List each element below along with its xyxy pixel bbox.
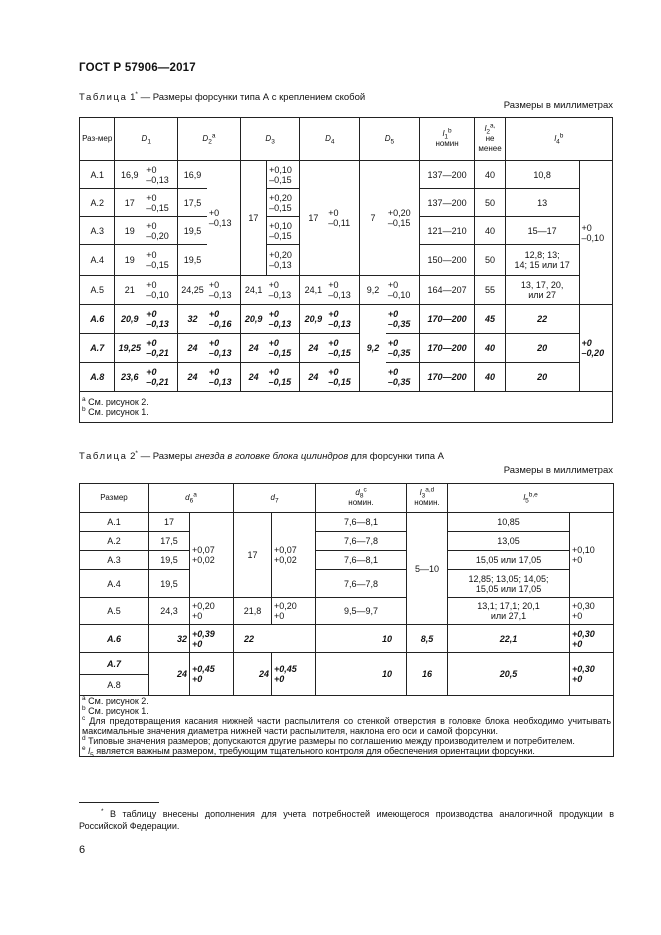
cell-d1-tol: +0 –0,13	[144, 161, 177, 189]
cell-d3-tol: +0,10 –0,15	[267, 217, 300, 245]
cell-d4-merged: 17	[300, 161, 326, 276]
cell-d7-tol: +0,20 +0	[272, 598, 316, 625]
cell-d7-merged: 24	[234, 653, 272, 696]
cell-size: А.4	[80, 245, 115, 276]
table2-units: Размеры в миллиметрах	[503, 465, 613, 476]
cell-d3: 24,1	[240, 276, 266, 305]
cell-d5-tol: +0 –0,35	[386, 363, 419, 392]
cell-d1: 19	[115, 245, 144, 276]
cell-l5-tol: +0,30 +0	[570, 598, 614, 625]
cell-d3-tol: +0,10 –0,15	[267, 161, 300, 189]
table1-header-d2: $D_2^a$	[178, 118, 241, 161]
cell-size: А.8	[80, 363, 115, 392]
cell-d4-tol: +0 –0,13	[326, 305, 359, 334]
cell-d1-tol: +0 –0,13	[144, 305, 177, 334]
cell-d1-tol: +0 –0,21	[144, 363, 177, 392]
cell-d7-tol-merged: +0,45 +0	[272, 653, 316, 696]
table1-header-l4: $l_4^b$	[505, 118, 612, 161]
cell-l2: 45	[475, 305, 505, 334]
cell-d5-tol: +0 –0,35	[386, 334, 419, 363]
cell-l3-merged: 5—10	[407, 513, 448, 625]
cell-l1: 170—200	[419, 334, 475, 363]
cell-d4-tol-merged: +0 –0,11	[326, 161, 359, 276]
table1-header-d3: $D_3$	[240, 118, 300, 161]
table2-note-d: $^d$ Типовые значения размеров; допускаются другие размеры по соглашению между производителем и потребителем.	[82, 735, 575, 746]
table2-caption	[79, 451, 444, 462]
cell-d2: 32	[178, 305, 207, 334]
cell-l5: 15,05 или 17,05	[448, 551, 570, 570]
cell-l2: 40	[475, 217, 505, 245]
cell-l4: 12,8; 13; 14; 15 или 17	[505, 245, 579, 276]
table2-row	[80, 551, 614, 570]
table2-note-e: $^e$ $l_5$ является важным размером, требующим тщательного контроля для обеспечения ориентации форсунки.	[82, 745, 535, 759]
table1-notes	[80, 392, 613, 423]
cell-d3-tol: +0,20 –0,15	[267, 189, 300, 217]
table1-header-d1: $D_1$	[115, 118, 178, 161]
table1-notes-row	[80, 392, 613, 423]
cell-d6-tol-merged: +0,07 +0,02	[190, 513, 234, 598]
table1-units: Размеры в миллиметрах	[503, 100, 613, 111]
cell-d1: 16,9	[115, 161, 144, 189]
cell-l4-tol-merged: +0 –0,10	[579, 161, 612, 305]
table1-row	[80, 161, 613, 189]
cell-d5-tol: +0 –0,35	[386, 305, 419, 334]
table1-row	[80, 334, 613, 363]
cell-l4: 13	[505, 189, 579, 217]
cell-d1: 20,9	[115, 305, 144, 334]
cell-l2: 55	[475, 276, 505, 305]
table2-header-row	[80, 484, 614, 513]
cell-size: А.1	[80, 513, 149, 532]
cell-d6-tol: +0,20 +0	[190, 598, 234, 625]
cell-l4: 20	[505, 334, 579, 363]
cell-d2: 24	[178, 363, 207, 392]
table1-header-l2: $l_2^{a,}$ не менее	[475, 118, 505, 161]
table2-notes	[80, 696, 614, 757]
table1-row	[80, 363, 613, 392]
cell-l2: 50	[475, 189, 505, 217]
cell-d1-tol: +0 –0,15	[144, 189, 177, 217]
cell-size: А.3	[80, 551, 149, 570]
cell-d3: 24	[240, 334, 266, 363]
cell-l1: 150—200	[419, 245, 475, 276]
table2-row	[80, 625, 614, 653]
cell-d5: 9,2	[360, 276, 386, 305]
cell-d8: 7,6—8,1	[316, 551, 407, 570]
cell-d1: 19	[115, 217, 144, 245]
cell-size: А.5	[80, 276, 115, 305]
table2-header-d8: $d_8^c$ номин.	[316, 484, 407, 513]
table1-note-a: $^a$ См. рисунок 2.	[82, 396, 149, 407]
cell-d6-tol: +0,39 +0	[190, 625, 234, 653]
cell-d5-merged: 9,2	[360, 305, 386, 392]
cell-d7: 22	[234, 625, 316, 653]
cell-d3-tol: +0 –0,13	[267, 305, 300, 334]
table1-header-row	[80, 118, 613, 161]
cell-d3-tol: +0 –0,15	[267, 363, 300, 392]
cell-d4-tol: +0 –0,15	[326, 334, 359, 363]
table1-caption-number: 1*	[130, 90, 138, 103]
cell-d2: 24	[178, 334, 207, 363]
cell-l2: 40	[475, 334, 505, 363]
table2-header-d6: $d_6^a$	[149, 484, 234, 513]
cell-l4: 15—17	[505, 217, 579, 245]
table2-row	[80, 570, 614, 598]
cell-l5-tol-merged: +0,10 +0	[570, 513, 614, 598]
cell-d1: 23,6	[115, 363, 144, 392]
cell-d8: 7,6—7,8	[316, 570, 407, 598]
cell-l3: 8,5	[407, 625, 448, 653]
cell-d3-tol: +0 –0,15	[267, 334, 300, 363]
cell-d4: 20,9	[300, 305, 326, 334]
cell-d1: 21	[115, 276, 144, 305]
cell-d7: 21,8	[234, 598, 272, 625]
table2-note-c: $^c$ Для предотвращения касания нижней части распылителя со стенкой отверстия в головке блока необходимо учитывать максимальные значения диаметра нижней части распылителя, наклона его оси и самой форсунки.	[82, 715, 612, 736]
cell-d2: 16,9	[178, 161, 207, 189]
cell-size: А.5	[80, 598, 149, 625]
cell-d2: 19,5	[178, 245, 207, 276]
cell-l4-tol-merged: +0 –0,20	[579, 305, 612, 392]
cell-d1-tol: +0 –0,20	[144, 217, 177, 245]
cell-l1: 121—210	[419, 217, 475, 245]
cell-d1-tol: +0 –0,15	[144, 245, 177, 276]
table1	[79, 117, 613, 423]
cell-size: А.1	[80, 161, 115, 189]
table2	[79, 483, 614, 757]
cell-size: А.2	[80, 189, 115, 217]
cell-d5-tol: +0 –0,10	[386, 276, 419, 305]
cell-d6: 19,5	[149, 570, 190, 598]
document-code: ГОСТ Р 57906—2017	[79, 62, 196, 74]
cell-d3: 20,9	[240, 305, 266, 334]
table2-row	[80, 598, 614, 625]
table2-row	[80, 653, 614, 675]
table2-note-a: $^a$ См. рисунок 2.	[82, 695, 149, 706]
page-number: 6	[79, 844, 86, 856]
cell-l4: 20	[505, 363, 579, 392]
table1-note-b: $^b$ См. рисунок 1.	[82, 406, 149, 417]
cell-size: А.6	[80, 625, 149, 653]
cell-l5-merged: 20,5	[448, 653, 570, 696]
cell-size: А.4	[80, 570, 149, 598]
cell-d4: 24,1	[300, 276, 326, 305]
table1-header-d5: $D_5$	[360, 118, 420, 161]
cell-l5-tol-merged: +0,30 +0	[570, 653, 614, 696]
cell-size: А.2	[80, 532, 149, 551]
cell-d5-tol-merged: +0,20 –0,15	[386, 161, 419, 276]
cell-d8: 9,5—9,7	[316, 598, 407, 625]
table2-caption-word: Таблица	[79, 451, 128, 462]
cell-size: А.7	[80, 334, 115, 363]
table1-header-l1: $l_1^b$ номин	[419, 118, 475, 161]
cell-d6: 32	[149, 625, 190, 653]
cell-d4-tol: +0 –0,13	[326, 276, 359, 305]
cell-size: А.6	[80, 305, 115, 334]
cell-l4: 13, 17, 20, или 27	[505, 276, 579, 305]
cell-d1: 17	[115, 189, 144, 217]
table2-note-b: $^b$ См. рисунок 1.	[82, 705, 149, 716]
cell-d4: 24	[300, 334, 326, 363]
cell-l5: 10,85	[448, 513, 570, 532]
table1-caption-text: — Размеры форсунки типа А с креплением скобой	[140, 92, 366, 103]
cell-size: А.3	[80, 217, 115, 245]
cell-d1: 19,25	[115, 334, 144, 363]
cell-d7-merged: 17	[234, 513, 272, 598]
cell-l5: 13,05	[448, 532, 570, 551]
cell-d7-tol-merged: +0,07 +0,02	[272, 513, 316, 598]
table2-row	[80, 532, 614, 551]
cell-d3-tol: +0,20 –0,13	[267, 245, 300, 276]
cell-l1: 170—200	[419, 363, 475, 392]
table1-caption-word: Таблица	[79, 92, 128, 103]
table2-header-l3: $l_3^{a,d}$ номин.	[407, 484, 448, 513]
table2-header-size: Размер	[80, 484, 149, 513]
table2-row	[80, 513, 614, 532]
cell-l5: 12,85; 13,05; 14,05; 15,05 или 17,05	[448, 570, 570, 598]
footnote: * В таблицу внесены дополнения для учета потребностей имеющегося производства аналогичной продукции в Российской Федерации.	[79, 808, 614, 831]
table1-row	[80, 305, 613, 334]
cell-d2: 19,5	[178, 217, 207, 245]
cell-d2-tol: +0 –0,13	[207, 363, 240, 392]
cell-d8: 7,6—8,1	[316, 513, 407, 532]
cell-l2: 50	[475, 245, 505, 276]
cell-l1: 170—200	[419, 305, 475, 334]
cell-l5: 13,1; 17,1; 20,1 или 27,1	[448, 598, 570, 625]
table1-row	[80, 276, 613, 305]
cell-d8-merged: 10	[316, 653, 407, 696]
table2-header-l5: $l_5^{b,e}$	[448, 484, 614, 513]
table2-caption-number: 2*	[130, 449, 138, 462]
cell-l1: 137—200	[419, 161, 475, 189]
cell-size: А.8	[80, 675, 149, 696]
cell-d6: 17,5	[149, 532, 190, 551]
cell-d3-merged: 17	[240, 161, 266, 276]
cell-d4: 24	[300, 363, 326, 392]
cell-size: А.7	[80, 653, 149, 675]
cell-d2: 24,25	[178, 276, 207, 305]
cell-d3-tol: +0 –0,13	[267, 276, 300, 305]
table2-caption-text: — Размеры гнезда в головке блока цилиндров для форсунки типа А	[140, 451, 445, 462]
table1-header-d4: $D_4$	[300, 118, 360, 161]
table2-notes-row	[80, 696, 614, 757]
cell-l3-merged: 16	[407, 653, 448, 696]
cell-d6: 24,3	[149, 598, 190, 625]
cell-d8: 7,6—7,8	[316, 532, 407, 551]
cell-d2-tol-merged: +0 –0,13	[207, 161, 240, 276]
cell-l4: 22	[505, 305, 579, 334]
cell-l1: 164—207	[419, 276, 475, 305]
cell-d3: 24	[240, 363, 266, 392]
cell-l5-tol: +0,30 +0	[570, 625, 614, 653]
cell-d2-tol: +0 –0,13	[207, 334, 240, 363]
footnote-divider	[79, 802, 159, 803]
cell-l2: 40	[475, 363, 505, 392]
cell-l1: 137—200	[419, 189, 475, 217]
cell-d1-tol: +0 –0,21	[144, 334, 177, 363]
table2-header-d7: $d_7$	[234, 484, 316, 513]
cell-d6: 19,5	[149, 551, 190, 570]
cell-l2: 40	[475, 161, 505, 189]
cell-d4-tol: +0 –0,15	[326, 363, 359, 392]
cell-d1-tol: +0 –0,10	[144, 276, 177, 305]
cell-d6-tol-merged: +0,45 +0	[190, 653, 234, 696]
cell-l4: 10,8	[505, 161, 579, 189]
cell-d6: 17	[149, 513, 190, 532]
cell-d6-merged: 24	[149, 653, 190, 696]
cell-d8: 10	[316, 625, 407, 653]
cell-d5-merged: 7	[360, 161, 386, 276]
table1-caption	[79, 92, 365, 103]
cell-d2: 17,5	[178, 189, 207, 217]
cell-d2-tol: +0 –0,16	[207, 305, 240, 334]
table1-header-size: Раз-мер	[80, 118, 115, 161]
cell-d2-tol: +0 –0,13	[207, 276, 240, 305]
cell-l5: 22,1	[448, 625, 570, 653]
